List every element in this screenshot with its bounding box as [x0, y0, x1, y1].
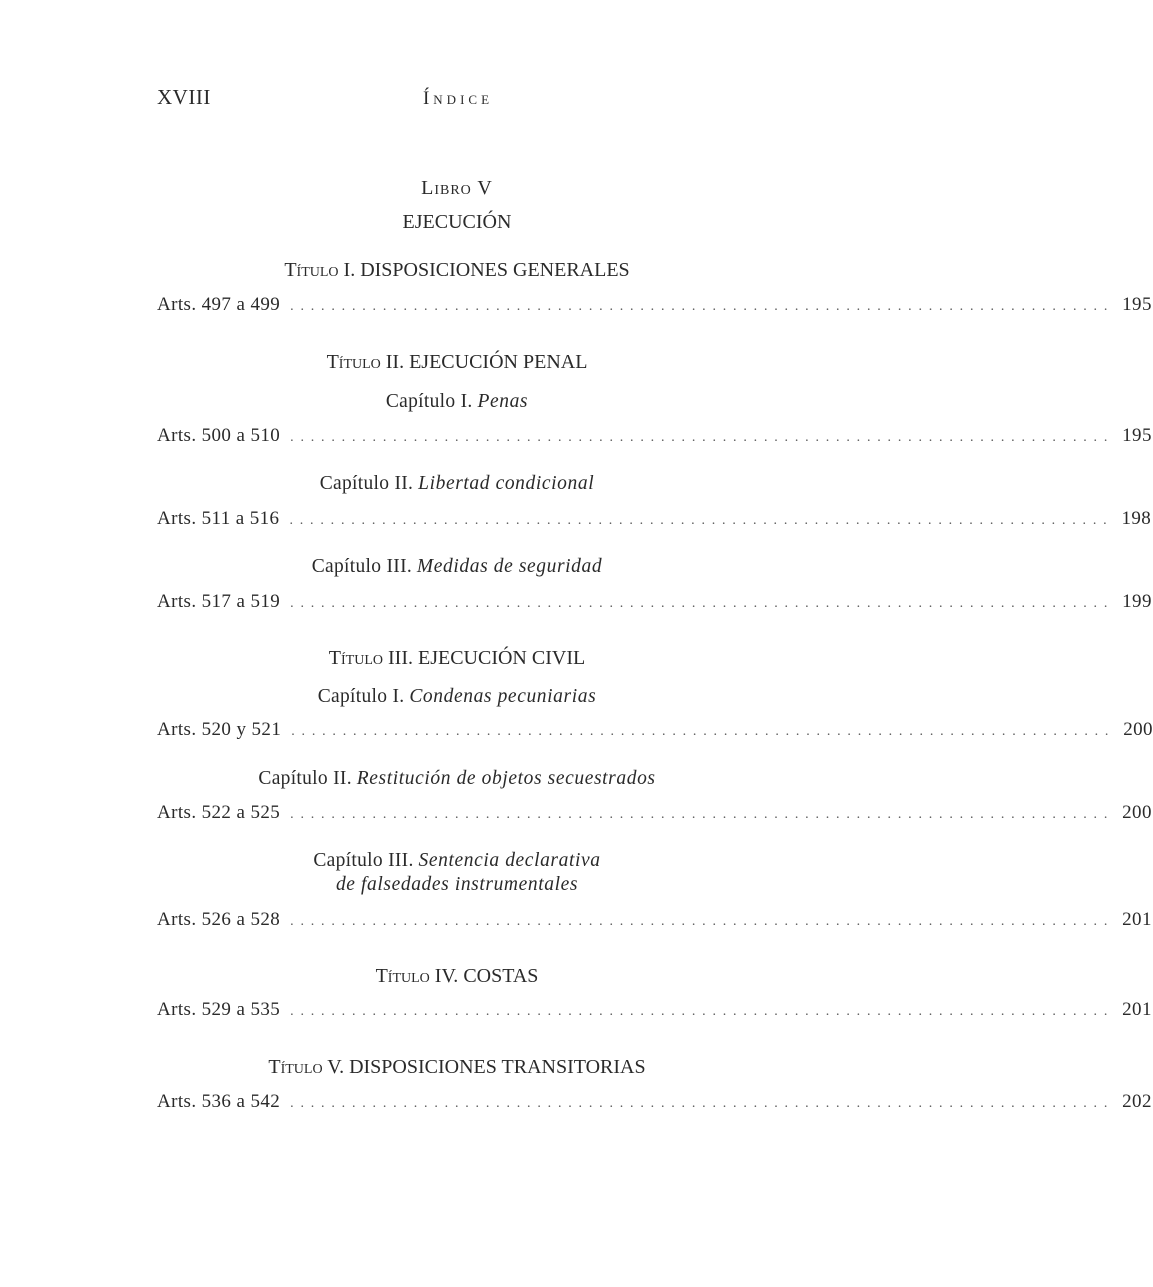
- leader-dots: ................................................................................: [290, 1004, 1115, 1019]
- running-title: Índice: [422, 88, 494, 109]
- titulo-heading: [157, 646, 757, 670]
- capitulo-text: Restitución de objetos secuestrados: [356, 768, 656, 789]
- capitulo-label: Capítulo III.: [313, 850, 414, 871]
- capitulo-text: Condenas pecuniarias: [409, 686, 597, 707]
- toc-entry: [157, 292, 1152, 318]
- book-title-text: EJECUCIÓN: [402, 211, 512, 233]
- article-range: Arts. 511 a 516: [157, 508, 280, 529]
- capitulo-label: Capítulo III.: [311, 556, 413, 577]
- capitulo-label: Capítulo II.: [319, 473, 414, 494]
- leader-dots: ................................................................................: [290, 807, 1115, 822]
- toc-entry: [157, 800, 1152, 826]
- article-range: Arts. 500 a 510: [157, 425, 281, 446]
- titulo-text: DISPOSICIONES TRANSITORIAS: [349, 1056, 646, 1078]
- article-range: Arts. 536 a 542: [157, 1091, 281, 1112]
- capitulo-heading: [157, 685, 757, 709]
- page-number: 201: [1122, 999, 1152, 1020]
- titulo-label: Título II.: [326, 351, 405, 373]
- article-range: Arts. 517 a 519: [157, 591, 281, 612]
- capitulo-text: Libertad condicional: [418, 473, 595, 494]
- article-range: Arts. 497 a 499: [157, 294, 281, 315]
- page-number: 201: [1122, 909, 1152, 930]
- leader-dots: ................................................................................: [290, 430, 1115, 445]
- book-label: [157, 176, 757, 200]
- titulo-heading: [157, 1055, 757, 1079]
- toc-entry: [157, 1089, 1152, 1115]
- titulo-text: COSTAS: [463, 965, 539, 987]
- capitulo-text: Sentencia declarativa: [418, 850, 601, 871]
- titulo-text: EJECUCIÓN PENAL: [409, 351, 588, 373]
- capitulo-text: Medidas de seguridad: [416, 556, 603, 577]
- page-number: 202: [1122, 1091, 1152, 1112]
- article-range: Arts. 520 y 521: [157, 719, 282, 740]
- leader-dots: ................................................................................: [289, 513, 1114, 528]
- article-range: Arts. 522 a 525: [157, 802, 281, 823]
- page-number: 198: [1121, 508, 1152, 529]
- leader-dots: ................................................................................: [290, 596, 1115, 611]
- capitulo-heading: [157, 390, 757, 414]
- toc-entry: [157, 997, 1152, 1023]
- capitulo-heading: [157, 767, 757, 791]
- toc-entry: [157, 506, 1152, 532]
- page-number: 195: [1122, 425, 1152, 446]
- capitulo-heading: [157, 555, 757, 579]
- page-folio: XVIII: [157, 85, 211, 109]
- capitulo-heading: [157, 849, 757, 897]
- book-title: [157, 210, 757, 234]
- book-label-text: Libro V: [421, 177, 493, 199]
- titulo-label: Título V.: [268, 1056, 345, 1078]
- article-range: Arts. 529 a 535: [157, 999, 281, 1020]
- article-range: Arts. 526 a 528: [157, 909, 281, 930]
- leader-dots: ................................................................................: [290, 1096, 1115, 1111]
- capitulo-label: Capítulo I.: [317, 686, 405, 707]
- titulo-label: Título III.: [328, 647, 413, 669]
- leader-dots: ................................................................................: [290, 299, 1115, 314]
- capitulo-label: Capítulo I.: [385, 391, 473, 412]
- capitulo-label: Capítulo II.: [258, 768, 352, 789]
- titulo-heading: [157, 964, 757, 988]
- page-number: 195: [1122, 294, 1152, 315]
- capitulo-text: Penas: [477, 391, 529, 412]
- capitulo-heading: [157, 472, 757, 496]
- titulo-label: Título IV.: [375, 965, 459, 987]
- titulo-text: DISPOSICIONES GENERALES: [360, 259, 630, 281]
- toc-entry: [157, 907, 1152, 933]
- toc-entry: [157, 423, 1152, 449]
- titulo-text: EJECUCIÓN CIVIL: [417, 647, 586, 669]
- leader-dots: ................................................................................: [291, 724, 1116, 739]
- leader-dots: ................................................................................: [290, 914, 1115, 929]
- titulo-heading: [157, 258, 757, 282]
- toc-entry: [157, 589, 1152, 615]
- page-number: 200: [1123, 719, 1153, 740]
- titulo-label: Título I.: [284, 259, 356, 281]
- page-number: 199: [1122, 591, 1152, 612]
- capitulo-text-line2: de falsedades instrumentales: [335, 874, 579, 895]
- page-number: 200: [1122, 802, 1152, 823]
- titulo-heading: [157, 350, 757, 374]
- toc-entry: [157, 717, 1153, 743]
